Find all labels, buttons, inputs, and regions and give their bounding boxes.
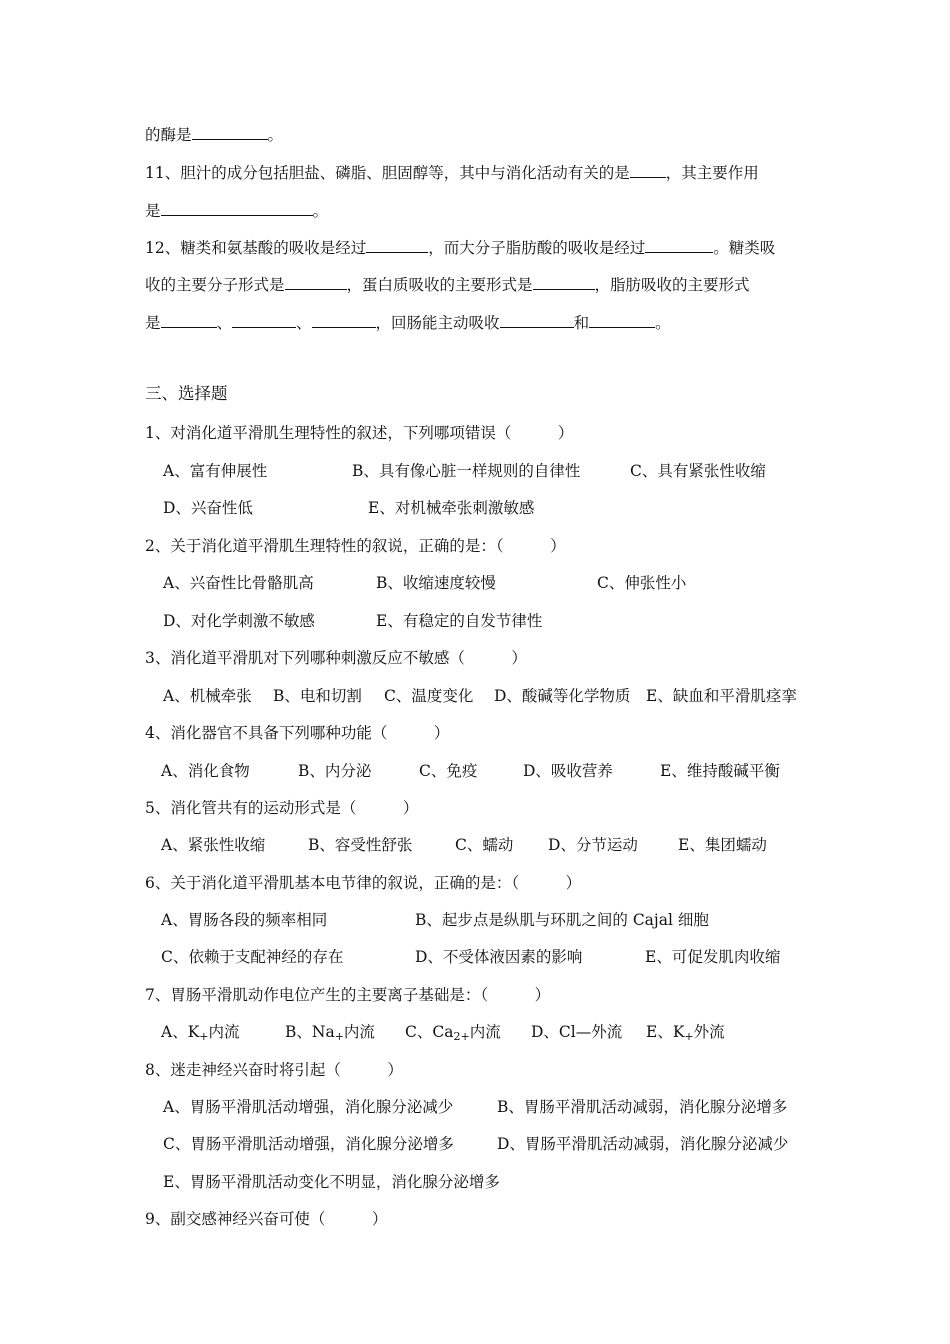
q7-a-charge: + xyxy=(199,1030,209,1043)
q7-a-base: A、K xyxy=(161,1023,200,1041)
q12-blank-7 xyxy=(312,312,376,328)
question-5-stem: 5、消化管共有的运动形式是（ ） xyxy=(145,799,419,817)
question-8-stem: 8、迷走神经兴奋时将引起（ ） xyxy=(145,1061,403,1079)
q6-option-a: A、胃肠各段的频率相同 xyxy=(161,911,328,929)
q12-line3-a: 是 xyxy=(145,314,161,332)
q12-blank-3 xyxy=(285,274,347,290)
q12-blank-2 xyxy=(645,237,713,253)
q12-line3-f: 。 xyxy=(655,314,671,332)
q12-blank-6 xyxy=(232,312,296,328)
q7-c-charge: 2+ xyxy=(453,1030,470,1043)
q12-line2-c: ，脂肪吸收的主要形式 xyxy=(594,276,750,294)
question-1-stem: 1、对消化道平滑肌生理特性的叙述，下列哪项错误（ ） xyxy=(145,424,574,442)
q12-line3-b: 、 xyxy=(216,314,233,332)
q10-suffix: 。 xyxy=(267,126,284,144)
q11-text: 11、胆汁的成分包括胆盐、磷脂、胆固醇等，其中与消化活动有关的是 xyxy=(145,164,630,182)
q2-option-b: B、收缩速度较慢 xyxy=(376,574,496,592)
q7-option-b xyxy=(285,1022,375,1044)
q7-b-base: B、Na xyxy=(285,1023,335,1041)
q7-b-rest: 内流 xyxy=(343,1023,375,1041)
q6-option-d: D、不受体液因素的影响 xyxy=(415,948,583,966)
q5-option-a: A、紧张性收缩 xyxy=(161,836,266,854)
q8-option-e: E、胃肠平滑肌活动变化不明显，消化腺分泌增多 xyxy=(163,1173,500,1191)
q4-option-e: E、维持酸碱平衡 xyxy=(660,762,780,780)
q8-option-c: C、胃肠平滑肌活动增强，消化腺分泌增多 xyxy=(163,1135,454,1153)
q12-line2-b: ，蛋白质吸收的主要形式是 xyxy=(346,276,533,294)
q12-line3-d: ，回肠能主动吸收 xyxy=(375,314,500,332)
q12-line3-c: 、 xyxy=(296,314,312,332)
q12-line-3 xyxy=(145,312,671,333)
q12-text-c: 。糖类吸 xyxy=(713,239,776,257)
q4-option-a: A、消化食物 xyxy=(161,762,250,780)
q1-option-a: A、富有伸展性 xyxy=(163,462,268,480)
q3-option-a: A、机械牵张 xyxy=(163,687,252,705)
q12-text-b: ，而大分子脂肪酸的吸收是经过 xyxy=(428,239,646,257)
q7-e-charge: + xyxy=(684,1030,694,1043)
q10-blank xyxy=(192,124,268,140)
question-7-stem: 7、胃肠平滑肌动作电位产生的主要离子基础是：（ ） xyxy=(145,986,551,1004)
q12-blank-5 xyxy=(161,312,217,328)
q7-e-rest: 外流 xyxy=(693,1023,725,1041)
q7-d-charge: — xyxy=(575,1023,592,1041)
q1-option-d: D、兴奋性低 xyxy=(163,499,253,517)
q7-c-base: C、Ca xyxy=(405,1023,454,1041)
q2-option-c: C、伸张性小 xyxy=(597,574,687,592)
q6-option-b: B、起步点是纵肌与环肌之间的 Cajal 细胞 xyxy=(415,911,709,929)
q3-option-c: C、温度变化 xyxy=(384,687,474,705)
q5-option-e: E、集团蠕动 xyxy=(678,836,767,854)
q11-line2-prefix: 是 xyxy=(145,202,161,220)
q2-option-e: E、有稳定的自发节律性 xyxy=(376,612,543,630)
q3-option-d: D、酸碱等化学物质 xyxy=(494,687,631,705)
q12-blank-1 xyxy=(366,237,428,253)
q12-blank-8 xyxy=(500,312,574,328)
q10-text: 的酶是 xyxy=(145,126,192,144)
q1-option-c: C、具有紧张性收缩 xyxy=(630,462,766,480)
q11-blank-1 xyxy=(630,162,666,178)
q5-option-d: D、分节运动 xyxy=(548,836,638,854)
q6-option-c: C、依赖于支配神经的存在 xyxy=(161,948,344,966)
q7-c-rest: 内流 xyxy=(469,1023,501,1041)
q11-line2-suffix: 。 xyxy=(312,202,329,220)
q12-blank-4 xyxy=(533,274,595,290)
q12-line-1 xyxy=(145,237,775,258)
q8-option-d: D、胃肠平滑肌活动减弱，消化腺分泌减少 xyxy=(497,1135,789,1153)
q2-option-d: D、对化学刺激不敏感 xyxy=(163,612,315,630)
q7-d-base: D、Cl xyxy=(531,1023,576,1041)
question-6-stem: 6、关于消化道平滑肌基本电节律的叙说，正确的是：（ ） xyxy=(145,874,582,892)
q1-option-e: E、对机械牵张刺激敏感 xyxy=(368,499,535,517)
q11-blank-2 xyxy=(161,200,313,216)
q7-option-d xyxy=(531,1022,622,1042)
q12-blank-9 xyxy=(589,312,655,328)
q1-option-b: B、具有像心脏一样规则的自律性 xyxy=(352,462,581,480)
q7-option-e xyxy=(646,1022,725,1044)
q7-a-rest: 内流 xyxy=(208,1023,240,1041)
question-4-stem: 4、消化器官不具备下列哪种功能（ ） xyxy=(145,724,450,742)
q11-line-1 xyxy=(145,162,759,183)
q6-option-e: E、可促发肌肉收缩 xyxy=(645,948,781,966)
q3-option-b: B、电和切割 xyxy=(273,687,362,705)
q12-line3-e: 和 xyxy=(573,314,590,332)
q7-e-base: E、K xyxy=(646,1023,685,1041)
q10-continuation xyxy=(145,124,283,145)
q11-suffix: ，其主要作用 xyxy=(665,164,759,182)
q2-option-a: A、兴奋性比骨骼肌高 xyxy=(163,574,314,592)
q7-option-a xyxy=(161,1022,240,1044)
question-9-stem: 9、副交感神经兴奋可使（ ） xyxy=(145,1210,388,1228)
q7-d-rest: 外流 xyxy=(591,1023,623,1041)
q4-option-b: B、内分泌 xyxy=(298,762,372,780)
q7-option-c xyxy=(405,1022,501,1044)
question-2-stem: 2、关于消化道平滑肌生理特性的叙说，正确的是：（ ） xyxy=(145,537,566,555)
q4-option-d: D、吸收营养 xyxy=(523,762,613,780)
q12-line2-a: 收的主要分子形式是 xyxy=(145,276,285,294)
q5-option-c: C、蠕动 xyxy=(455,836,514,854)
q7-b-charge: + xyxy=(334,1030,344,1043)
q11-line-2 xyxy=(145,200,328,221)
q4-option-c: C、免疫 xyxy=(419,762,478,780)
q12-line-2 xyxy=(145,274,750,295)
q3-option-e: E、缺血和平滑肌痉挛 xyxy=(646,687,797,705)
section-title: 三、选择题 xyxy=(145,384,228,403)
q8-option-a: A、胃肠平滑肌活动增强，消化腺分泌减少 xyxy=(163,1098,454,1116)
q8-option-b: B、胃肠平滑肌活动减弱，消化腺分泌增多 xyxy=(497,1098,788,1116)
question-3-stem: 3、消化道平滑肌对下列哪种刺激反应不敏感（ ） xyxy=(145,649,527,667)
q5-option-b: B、容受性舒张 xyxy=(308,836,413,854)
q12-text-a: 12、糖类和氨基酸的吸收是经过 xyxy=(145,239,367,257)
